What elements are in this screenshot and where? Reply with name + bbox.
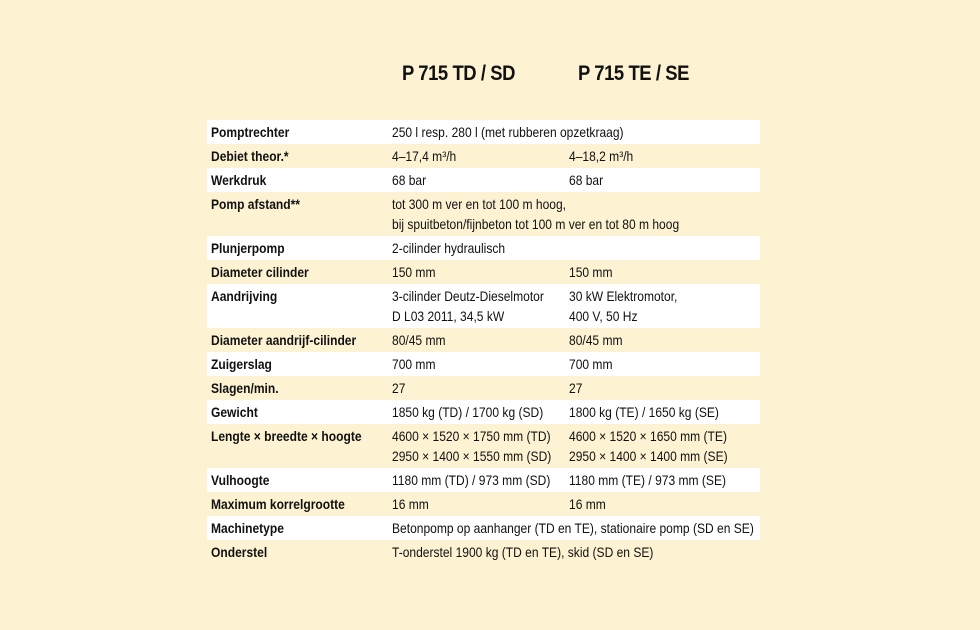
spec-label: Plunjerpomp <box>211 240 285 256</box>
spec-value-line: 150 mm <box>569 264 613 280</box>
spec-value-line: 27 <box>569 380 583 396</box>
spec-value-line: 4600 × 1520 × 1750 mm (TD) <box>392 428 551 444</box>
spec-row <box>207 168 760 192</box>
spec-value-line: 68 bar <box>569 172 604 188</box>
spec-label: Vulhoogte <box>211 472 270 488</box>
spec-row <box>207 352 760 376</box>
spec-label: Slagen/min. <box>211 380 279 396</box>
spec-value-line: 27 <box>392 380 406 396</box>
spec-value-line: 80/45 mm <box>392 332 446 348</box>
spec-value-td-sd <box>392 354 435 374</box>
spec-value-td-sd <box>392 330 446 350</box>
spec-value-line: 400 V, 50 Hz <box>569 308 638 324</box>
spec-value-td-sd <box>392 146 456 166</box>
spec-value-te-se <box>569 426 728 466</box>
spec-label: Pomp afstand** <box>211 196 300 212</box>
spec-row <box>207 284 760 328</box>
spec-label: Machinetype <box>211 520 284 536</box>
spec-label: Aandrijving <box>211 288 278 304</box>
spec-value-line: 4–18,2 m³/h <box>569 148 634 164</box>
spec-label: Zuigerslag <box>211 356 272 372</box>
spec-value-line: D L03 2011, 34,5 kW <box>392 308 505 324</box>
spec-value-line: 4600 × 1520 × 1650 mm (TE) <box>569 428 727 444</box>
spec-value-te-se <box>569 286 677 326</box>
spec-value-td-sd <box>392 470 550 490</box>
spec-row <box>207 516 760 540</box>
spec-value-td-sd <box>392 518 754 538</box>
spec-value-line: tot 300 m ver en tot 100 m hoog, <box>392 196 567 212</box>
column-headers <box>0 62 980 92</box>
spec-value-line: 80/45 mm <box>569 332 623 348</box>
spec-value-line: 700 mm <box>392 356 436 372</box>
spec-value-te-se <box>569 470 726 490</box>
spec-value-line: 150 mm <box>392 264 436 280</box>
spec-value-line: 4–17,4 m³/h <box>392 148 457 164</box>
spec-row <box>207 400 760 424</box>
spec-row <box>207 144 760 168</box>
spec-value-line: 1850 kg (TD) / 1700 kg (SD) <box>392 404 544 420</box>
spec-value-line: 16 mm <box>569 496 606 512</box>
spec-value-line: 2-cilinder hydraulisch <box>392 240 506 256</box>
spec-label: Werkdruk <box>211 172 267 188</box>
spec-value-td-sd <box>392 286 544 326</box>
model-header-te-se: P 715 TE / SE <box>578 62 690 85</box>
spec-value-line: 68 bar <box>392 172 427 188</box>
spec-value-te-se <box>569 330 623 350</box>
spec-value-line: bij spuitbeton/fijnbeton tot 100 m ver en tot 80 m hoog <box>392 216 680 232</box>
spec-value-line: 2950 × 1400 × 1400 mm (SE) <box>569 448 728 464</box>
spec-value-line: 1180 mm (TE) / 973 mm (SE) <box>569 472 727 488</box>
spec-value-td-sd <box>392 194 679 234</box>
spec-value-td-sd <box>392 494 429 514</box>
spec-value-line: 3-cilinder Deutz-Dieselmotor <box>392 288 544 304</box>
spec-value-td-sd <box>392 262 435 282</box>
spec-value-te-se <box>569 146 633 166</box>
spec-label: Diameter cilinder <box>211 264 309 280</box>
spec-label: Maximum korrelgrootte <box>211 496 345 512</box>
spec-value-td-sd <box>392 170 426 190</box>
spec-label: Onderstel <box>211 544 268 560</box>
spec-label: Debiet theor.* <box>211 148 289 164</box>
spec-label: Diameter aandrijf-cilinder <box>211 332 357 348</box>
spec-value-line: 30 kW Elektromotor, <box>569 288 678 304</box>
spec-row <box>207 236 760 260</box>
spec-value-td-sd <box>392 542 653 562</box>
spec-value-td-sd <box>392 378 405 398</box>
spec-value-line: T-onderstel 1900 kg (TD en TE), skid (SD en SE) <box>392 544 654 560</box>
spec-value-td-sd <box>392 238 505 258</box>
spec-value-line: 2950 × 1400 × 1550 mm (SD) <box>392 448 552 464</box>
spec-value-te-se <box>569 262 612 282</box>
spec-label: Lengte × breedte × hoogte <box>211 428 362 444</box>
spec-value-te-se <box>569 402 719 422</box>
spec-value-te-se <box>569 378 582 398</box>
spec-label: Pomptrechter <box>211 124 290 140</box>
spec-value-te-se <box>569 354 612 374</box>
model-header-td-sd: P 715 TD / SD <box>402 62 516 85</box>
spec-value-line: 1800 kg (TE) / 1650 kg (SE) <box>569 404 719 420</box>
spec-value-line: 1180 mm (TD) / 973 mm (SD) <box>392 472 551 488</box>
spec-label: Gewicht <box>211 404 258 420</box>
spec-row <box>207 260 760 284</box>
spec-value-te-se <box>569 170 603 190</box>
spec-value-line: 16 mm <box>392 496 429 512</box>
spec-table <box>207 120 760 564</box>
spec-row <box>207 192 760 236</box>
spec-row <box>207 424 760 468</box>
spec-value-td-sd <box>392 122 624 142</box>
spec-value-line: 250 l resp. 280 l (met rubberen opzetkraag) <box>392 124 624 140</box>
spec-value-line: 700 mm <box>569 356 613 372</box>
spec-row <box>207 540 760 564</box>
spec-row <box>207 492 760 516</box>
spec-value-line: Betonpomp op aanhanger (TD en TE), stationaire pomp (SD en SE) <box>392 520 754 536</box>
spec-value-te-se <box>569 494 606 514</box>
spec-value-td-sd <box>392 402 543 422</box>
spec-row <box>207 120 760 144</box>
spec-value-td-sd <box>392 426 551 466</box>
spec-row <box>207 328 760 352</box>
spec-row <box>207 376 760 400</box>
spec-row <box>207 468 760 492</box>
